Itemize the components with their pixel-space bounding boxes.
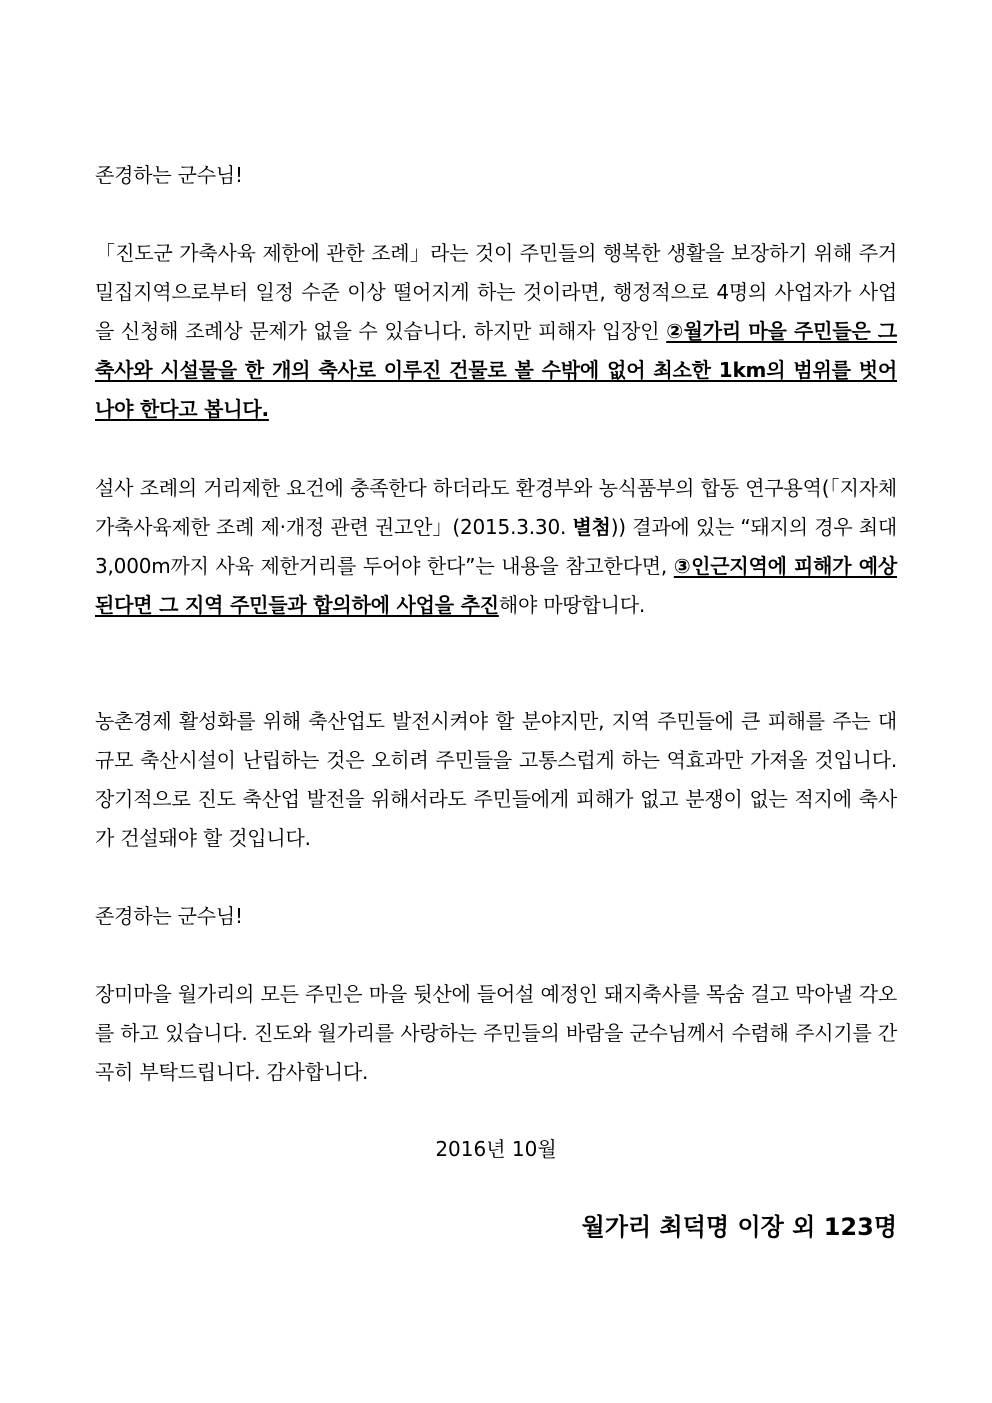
emphasis-agreement: ③인근지역에 피해가 예상된다면 그 지역 주민들과 합의하에 사업을 추진 — [95, 554, 897, 617]
paragraph-rural-economy: 농촌경제 활성화를 위해 축산업도 발전시켜야 할 분야지만, 지역 주민들에 큰 피해를 주는 대규모 축산시설이 난립하는 것은 오히려 주민들을 고통스럽게 하는 역효과만 가져올 것입니다. 장기적으로 진도 축산업 발전을 위해서라도 주민들에게 피해가 없고 분쟁이 없는 적지에 축사가 건설돼야 할 것입니다. — [95, 709, 897, 850]
emphasis-one-building: ②월가리 마을 주민들은 그 축사와 시설물을 한 개의 축사로 이루진 건물로 볼 수밖에 없어 최소한 1km의 범위를 벗어나야 한다고 봅니다. — [95, 319, 897, 421]
salutation-top: 존경하는 군수님! — [95, 163, 243, 187]
paragraph-request: 장미마을 월가리의 모든 주민은 마을 뒷산에 들어설 예정인 돼지축사를 목숨 걸고 막아낼 각오를 하고 있습니다. 진도와 월가리를 사랑하는 주민들의 바람을 군수님께서 수렴해 주시기를 간곡히 부탁드립니다. 감사합니다. — [95, 982, 897, 1084]
salutation-bottom: 존경하는 군수님! — [95, 904, 243, 928]
paragraph-ordinance — [95, 234, 897, 429]
paragraph-ordinance-text: 「진도군 가축사육 제한에 관한 조례」라는 것이 주민들의 행복한 생활을 보장하기 위해 주거 밀집지역으로부터 일정 수준 이상 떨어지게 하는 것이라면, 행정적으로 4명의 사업자가 사업을 신청해 조례상 문제가 없을 수 있습니다. 하지만 피해자 입장인 — [95, 241, 897, 343]
paragraph-distance-limit — [95, 469, 897, 625]
paragraph-distance-text-c: 해야 마땅합니다. — [498, 593, 646, 617]
letter-date: 2016년 10월 — [435, 1137, 557, 1161]
paragraph-distance-text-b: )) 결과에 있는 “돼지의 경우 최대 3,000m까지 사육 제한거리를 두어야 한다”는 내용을 참고한다면, — [95, 515, 898, 578]
attachment-label: 별첨 — [572, 515, 611, 539]
signature: 월가리 최덕명 이장 외 123명 — [581, 1213, 897, 1241]
paragraph-distance-text-a: 설사 조례의 거리제한 요건에 충족한다 하더라도 환경부와 농식품부의 합동 연구용역(「지자체 가축사육제한 조례 제·개정 관련 권고안」(2015.3.30. — [95, 476, 897, 539]
